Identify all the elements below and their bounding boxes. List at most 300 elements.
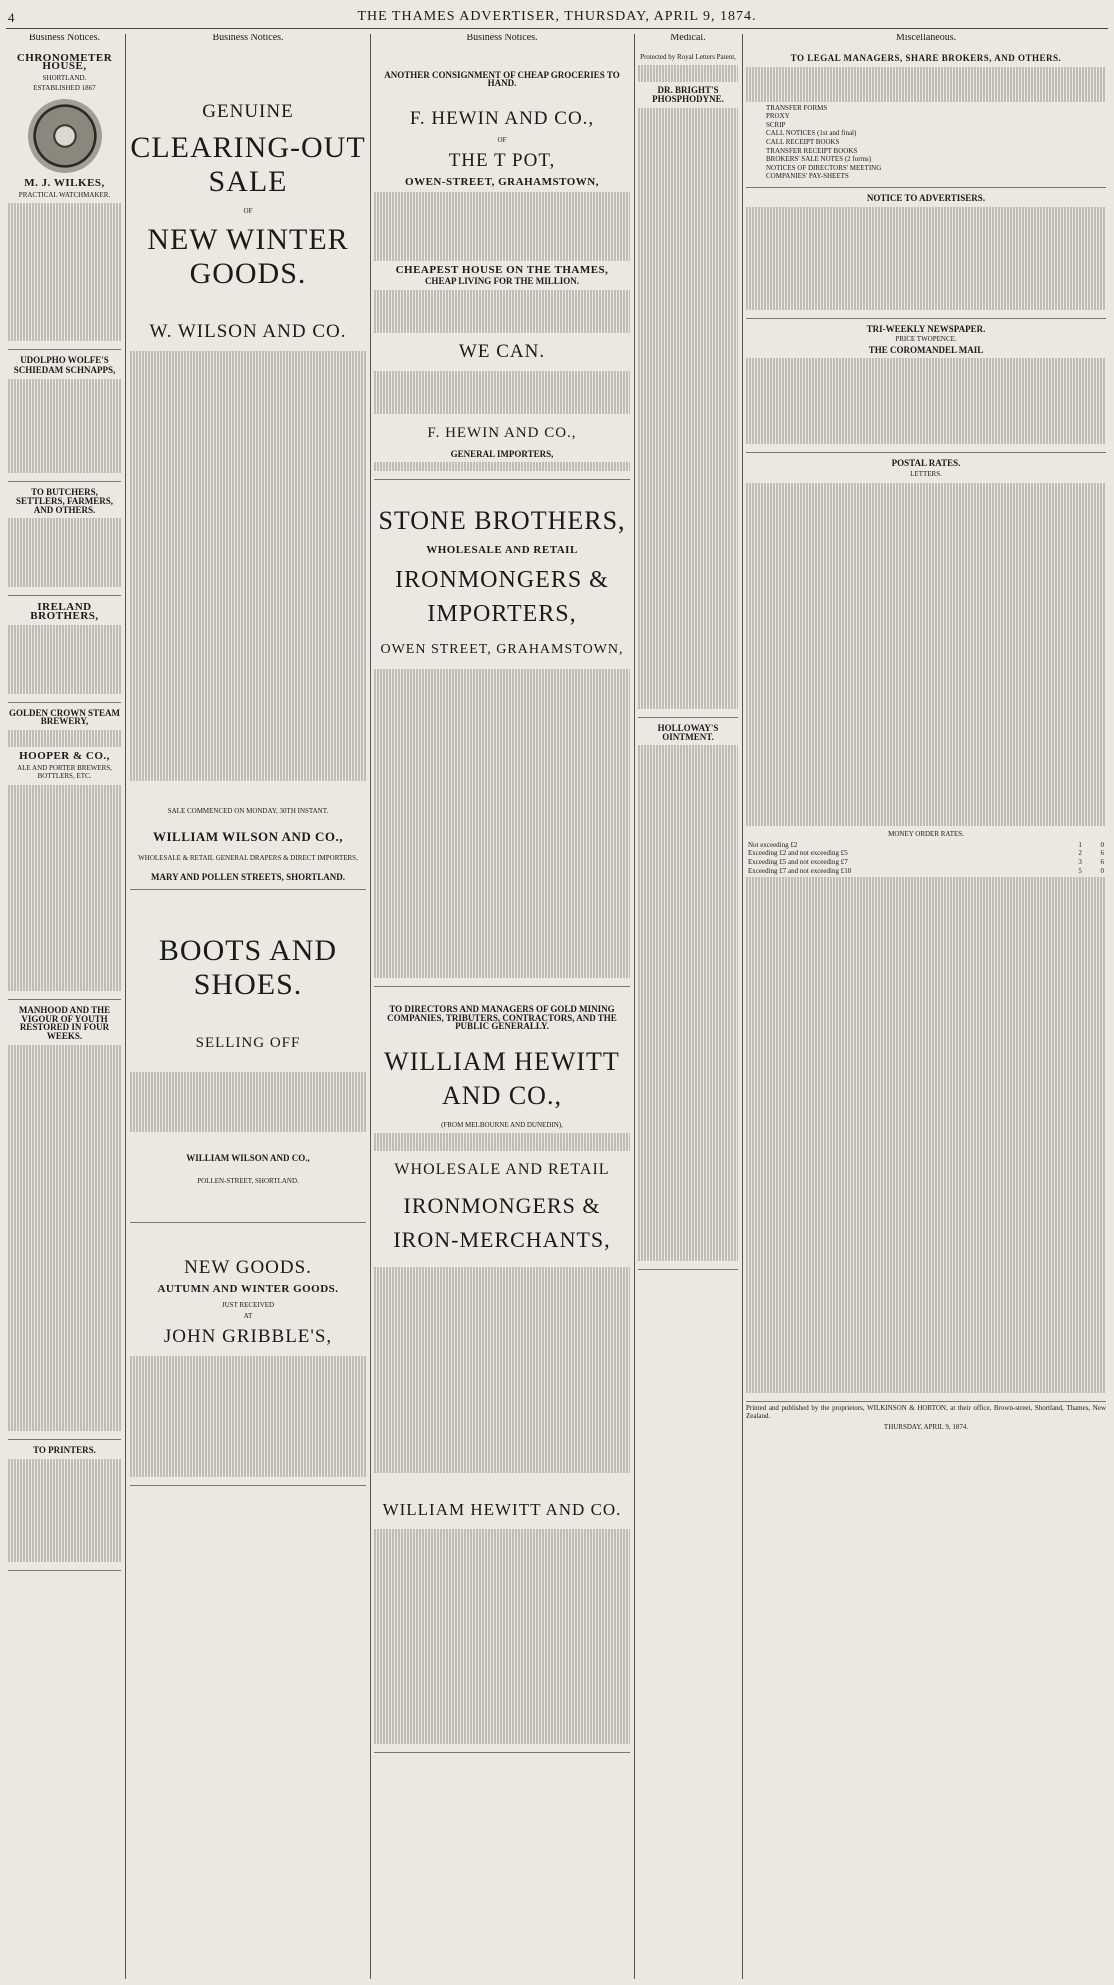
text-line [8, 845, 121, 854]
text-line [8, 272, 121, 281]
text-line [746, 1152, 1106, 1161]
text-line [8, 203, 121, 212]
text-line [8, 730, 121, 739]
text-line [638, 934, 738, 943]
text-line [746, 1298, 1106, 1307]
body-text [130, 1070, 366, 1134]
text-line [8, 535, 121, 544]
text-line [638, 142, 738, 151]
text-line [746, 1204, 1106, 1213]
text-line [8, 553, 121, 562]
text-line [374, 729, 630, 738]
text-line [8, 897, 121, 906]
text-line [638, 365, 738, 374]
text-line [8, 811, 121, 820]
text-line [130, 747, 366, 756]
text-line [746, 560, 1106, 569]
ad-subtitle: WHOLESALE AND RETAIL [426, 544, 578, 557]
text-line [8, 1502, 121, 1511]
page-number: 4 [8, 10, 15, 25]
text-line [746, 410, 1106, 419]
text-line [8, 854, 121, 863]
text-line [8, 837, 121, 846]
text-line [130, 704, 366, 713]
text-line [746, 284, 1106, 293]
text-line [374, 1430, 630, 1439]
newspaper-title: THE THAMES ADVERTISER, THURSDAY, APRIL 9, 1874. [357, 9, 757, 24]
table-cell: 5 [1078, 866, 1082, 875]
ad-title: NEW GOODS. [184, 1256, 312, 1278]
body-text [8, 377, 121, 476]
text-line [638, 649, 738, 658]
text-line [746, 877, 1106, 886]
text-line [638, 1020, 738, 1029]
text-line [746, 534, 1106, 543]
table-row [746, 867, 1106, 876]
text-line [638, 554, 738, 563]
text-line [638, 1166, 738, 1175]
text-line [374, 1546, 630, 1555]
text-line [638, 305, 738, 314]
text-line [746, 93, 1106, 102]
text-line [638, 451, 738, 460]
text-line [638, 245, 738, 254]
text-line [130, 1098, 366, 1107]
ad-subtitle: OWEN-STREET, GRAHAMSTOWN, [405, 176, 599, 189]
text-line [8, 1397, 121, 1406]
text-line [638, 969, 738, 978]
text-line [638, 331, 738, 340]
text-line [374, 1464, 630, 1473]
text-line [374, 737, 630, 746]
text-line [8, 819, 121, 828]
text-line [8, 1519, 121, 1528]
text-line [638, 1098, 738, 1107]
text-line [374, 1353, 630, 1362]
text-line [374, 1675, 630, 1684]
text-line [130, 600, 366, 609]
text-line [746, 929, 1106, 938]
ad-subtitle: Protected by Royal Letters Patent, [640, 52, 736, 61]
text-line [130, 1425, 366, 1434]
ad-subtitle: AT [243, 1311, 253, 1320]
list-item: PROXY [766, 112, 790, 121]
text-line [130, 566, 366, 575]
text-line [746, 1075, 1106, 1084]
text-line [374, 290, 630, 299]
text-line [638, 74, 738, 83]
text-line [746, 1324, 1106, 1333]
text-line [638, 159, 738, 168]
body-text [374, 369, 630, 416]
text-line [746, 500, 1106, 509]
text-line [374, 324, 630, 333]
text-line [130, 1115, 366, 1124]
text-line [638, 1244, 738, 1253]
text-line [130, 549, 366, 558]
ad-title: WILLIAM HEWITT AND CO. [382, 1499, 622, 1519]
ad-title: NEW WINTER GOODS. [147, 223, 349, 291]
text-line [8, 315, 121, 324]
ad-title: GENUINE [202, 100, 294, 122]
text-line [8, 1294, 121, 1303]
text-line [374, 1438, 630, 1447]
text-line [8, 974, 121, 983]
text-line [130, 1356, 366, 1365]
text-line [638, 460, 738, 469]
ad-title: TO DIRECTORS AND MANAGERS OF GOLD MINING COMPANIES, TRIBUTERS, CONTRACTORS, AND THE PUBLIC GENERALLY. [387, 1004, 617, 1032]
text-line [8, 1493, 121, 1502]
text-line [130, 540, 366, 549]
text-line [638, 185, 738, 194]
text-line [130, 609, 366, 618]
text-line [638, 1115, 738, 1124]
text-line [638, 503, 738, 512]
column-rule [125, 34, 126, 1979]
text-line [374, 841, 630, 850]
text-line [746, 1015, 1106, 1024]
text-line [746, 672, 1106, 681]
text-line [638, 857, 738, 866]
manhood-ad [8, 1000, 121, 1440]
text-line [374, 371, 630, 380]
table-cell: 6 [1100, 849, 1104, 858]
column-1 [8, 34, 121, 1979]
column-rule [634, 34, 635, 1979]
text-line [638, 658, 738, 667]
text-line [638, 1201, 738, 1210]
text-line [638, 1209, 738, 1218]
text-line [374, 192, 630, 201]
text-line [130, 1124, 366, 1133]
ad-title: F. HEWIN AND CO., [427, 424, 577, 441]
text-line [638, 537, 738, 546]
text-line [746, 358, 1106, 367]
text-line [130, 351, 366, 360]
text-line [638, 848, 738, 857]
text-line [746, 654, 1106, 663]
text-line [130, 1417, 366, 1426]
text-line [8, 642, 121, 651]
text-line [374, 1684, 630, 1693]
text-line [130, 772, 366, 781]
text-line [746, 1092, 1106, 1101]
text-line [746, 1350, 1106, 1359]
text-line [374, 235, 630, 244]
text-line [374, 1589, 630, 1598]
masthead [6, 6, 1108, 29]
text-line [746, 758, 1106, 767]
text-line [8, 957, 121, 966]
text-line [8, 1225, 121, 1234]
text-line [638, 357, 738, 366]
text-line [374, 944, 630, 953]
text-line [374, 1563, 630, 1572]
text-line [746, 84, 1106, 93]
ad-title: UDOLPHO WOLFE'S [20, 354, 109, 365]
text-line [746, 483, 1106, 492]
text-line [8, 1406, 121, 1415]
text-line [130, 1434, 366, 1443]
text-line [638, 219, 738, 228]
text-line [638, 426, 738, 435]
text-line [638, 754, 738, 763]
text-line [374, 892, 630, 901]
text-line [374, 218, 630, 227]
text-line [374, 1735, 630, 1744]
text-line [130, 1442, 366, 1451]
text-line [130, 1072, 366, 1081]
text-line [746, 1195, 1106, 1204]
text-line [374, 1555, 630, 1564]
text-line [638, 1149, 738, 1158]
text-line [374, 1692, 630, 1701]
text-line [638, 176, 738, 185]
text-line [374, 712, 630, 721]
text-line [638, 952, 738, 961]
text-line [638, 494, 738, 503]
ad-subtitle: ESTABLISHED 1867 [33, 84, 96, 93]
text-line [130, 1374, 366, 1383]
text-line [374, 815, 630, 824]
body-text [638, 743, 738, 1263]
text-line [746, 603, 1106, 612]
text-line [638, 469, 738, 478]
body-text [8, 783, 121, 993]
text-line [746, 998, 1106, 1007]
text-line [374, 1666, 630, 1675]
body-text [746, 875, 1106, 1395]
table-cell: 2 [1078, 849, 1082, 858]
gribble-ad [130, 1223, 366, 1486]
text-line [374, 1623, 630, 1632]
text-line [746, 980, 1106, 989]
text-line [374, 405, 630, 414]
text-line [130, 643, 366, 652]
text-line [746, 1041, 1106, 1050]
ad-title: WE CAN. [458, 340, 546, 362]
stone-ad [374, 480, 630, 987]
text-line [374, 909, 630, 918]
text-line [130, 626, 366, 635]
text-line [746, 1212, 1106, 1221]
text-line [130, 394, 366, 403]
text-line [8, 1113, 121, 1122]
boots-ad [130, 890, 366, 1222]
text-line [746, 577, 1106, 586]
text-line [638, 1252, 738, 1261]
text-line [8, 1545, 121, 1554]
text-line [374, 918, 630, 927]
text-line [638, 589, 738, 598]
text-line [638, 1132, 738, 1141]
body-text [8, 1043, 121, 1434]
text-line [130, 497, 366, 506]
text-line [130, 454, 366, 463]
text-line [374, 883, 630, 892]
text-line [8, 880, 121, 889]
text-line [746, 232, 1106, 241]
text-line [130, 755, 366, 764]
text-line [374, 1726, 630, 1735]
text-line [746, 1101, 1106, 1110]
ad-title: IRONMONGERS & IMPORTERS, [395, 566, 609, 627]
section-heading: Miscellaneous. [895, 34, 957, 43]
advertisers-notice [746, 188, 1106, 319]
text-line [374, 1387, 630, 1396]
section-heading: Business Notices. [28, 34, 101, 43]
holloway-ad [638, 718, 738, 1270]
text-line [130, 523, 366, 532]
text-line [374, 866, 630, 875]
text-line [8, 413, 121, 422]
text-line [638, 1175, 738, 1184]
text-line [130, 403, 366, 412]
body-text [374, 1131, 630, 1152]
text-line [8, 306, 121, 315]
text-line [746, 275, 1106, 284]
text-line [638, 262, 738, 271]
text-line [638, 288, 738, 297]
text-line [638, 675, 738, 684]
table-cell: Exceeding £5 and not exceeding £7 [748, 858, 848, 867]
ad-title: DR. BRIGHT'S PHOSPHODYNE. [652, 85, 724, 104]
text-line [638, 151, 738, 160]
text-line [374, 694, 630, 703]
text-line [8, 1388, 121, 1397]
ad-title: W. WILSON AND CO. [149, 321, 347, 343]
text-line [746, 401, 1106, 410]
text-line [746, 1178, 1106, 1187]
money-order-table [746, 841, 1106, 875]
text-line [8, 387, 121, 396]
text-line [746, 1058, 1106, 1067]
ad-title: CLEARING-OUT SALE [130, 130, 366, 198]
text-line [130, 463, 366, 472]
ad-title: TO BUTCHERS, SETTLERS, FARMERS, AND OTHERS. [15, 487, 114, 515]
text-line [374, 969, 630, 978]
text-line [638, 1158, 738, 1167]
text-line [8, 634, 121, 643]
text-line [374, 201, 630, 210]
text-line [374, 1292, 630, 1301]
text-line [8, 1268, 121, 1277]
text-line [8, 263, 121, 272]
text-line [130, 575, 366, 584]
text-line [746, 1221, 1106, 1230]
text-line [638, 840, 738, 849]
body-text [374, 1265, 630, 1475]
text-line [130, 360, 366, 369]
hewin-ad [374, 47, 630, 480]
text-line [130, 1460, 366, 1469]
text-line [130, 686, 366, 695]
text-line [638, 1123, 738, 1132]
text-line [638, 254, 738, 263]
text-line [638, 883, 738, 892]
text-line [746, 1084, 1106, 1093]
text-line [746, 723, 1106, 732]
text-line [130, 1382, 366, 1391]
text-line [130, 695, 366, 704]
text-line [746, 393, 1106, 402]
ad-subtitle: WHOLESALE & RETAIL GENERAL DRAPERS & DIRECT IMPORTERS, [138, 854, 358, 863]
text-line [374, 858, 630, 867]
text-line [8, 570, 121, 579]
text-line [638, 1029, 738, 1038]
text-line [374, 1537, 630, 1546]
text-line [638, 322, 738, 331]
text-line [8, 1363, 121, 1372]
text-line [374, 798, 630, 807]
ad-subtitle: PRACTICAL WATCHMAKER. [18, 190, 111, 199]
text-line [746, 1281, 1106, 1290]
body-text [638, 63, 738, 84]
text-line [638, 477, 738, 486]
text-line [746, 1255, 1106, 1264]
text-line [638, 874, 738, 883]
text-line [638, 236, 738, 245]
ad-title: HOOPER & CO., [19, 750, 110, 763]
ad-subtitle: ALE AND PORTER BREWERS, BOTTLERS, ETC. [17, 763, 112, 781]
text-line [638, 511, 738, 520]
body-text [8, 623, 121, 696]
text-line [638, 1012, 738, 1021]
text-line [638, 780, 738, 789]
text-line [746, 517, 1106, 526]
text-line [8, 871, 121, 880]
clearing-sale-ad [130, 47, 366, 891]
text-line [638, 1003, 738, 1012]
table-cell: 3 [1078, 858, 1082, 867]
text-line [8, 659, 121, 668]
text-line [130, 618, 366, 627]
text-line [374, 703, 630, 712]
text-line [8, 561, 121, 570]
text-line [638, 986, 738, 995]
text-line [130, 446, 366, 455]
text-line [638, 1141, 738, 1150]
text-line [374, 379, 630, 388]
text-line [374, 926, 630, 935]
body-text [374, 460, 630, 473]
text-line [374, 1318, 630, 1327]
text-line [638, 1038, 738, 1047]
text-line [8, 948, 121, 957]
ad-subtitle: POLLEN-STREET, SHORTLAND. [197, 1177, 299, 1185]
body-text [374, 190, 630, 263]
text-line [8, 651, 121, 660]
ad-title: WILLIAM HEWITT AND CO., [384, 1046, 620, 1110]
text-line [374, 669, 630, 678]
text-line [374, 935, 630, 944]
text-line [746, 1169, 1106, 1178]
text-line [130, 1365, 366, 1374]
text-line [638, 977, 738, 986]
list-item: TRANSFER RECEIPT BOOKS [766, 146, 858, 155]
text-line [8, 430, 121, 439]
text-line [746, 937, 1106, 946]
text-line [638, 1218, 738, 1227]
text-line [746, 1230, 1106, 1239]
ad-subtitle: LETTERS. [910, 469, 942, 478]
text-line [638, 1184, 738, 1193]
text-line [638, 701, 738, 710]
text-line [746, 646, 1106, 655]
text-line [638, 340, 738, 349]
text-line [8, 544, 121, 553]
text-line [638, 960, 738, 969]
